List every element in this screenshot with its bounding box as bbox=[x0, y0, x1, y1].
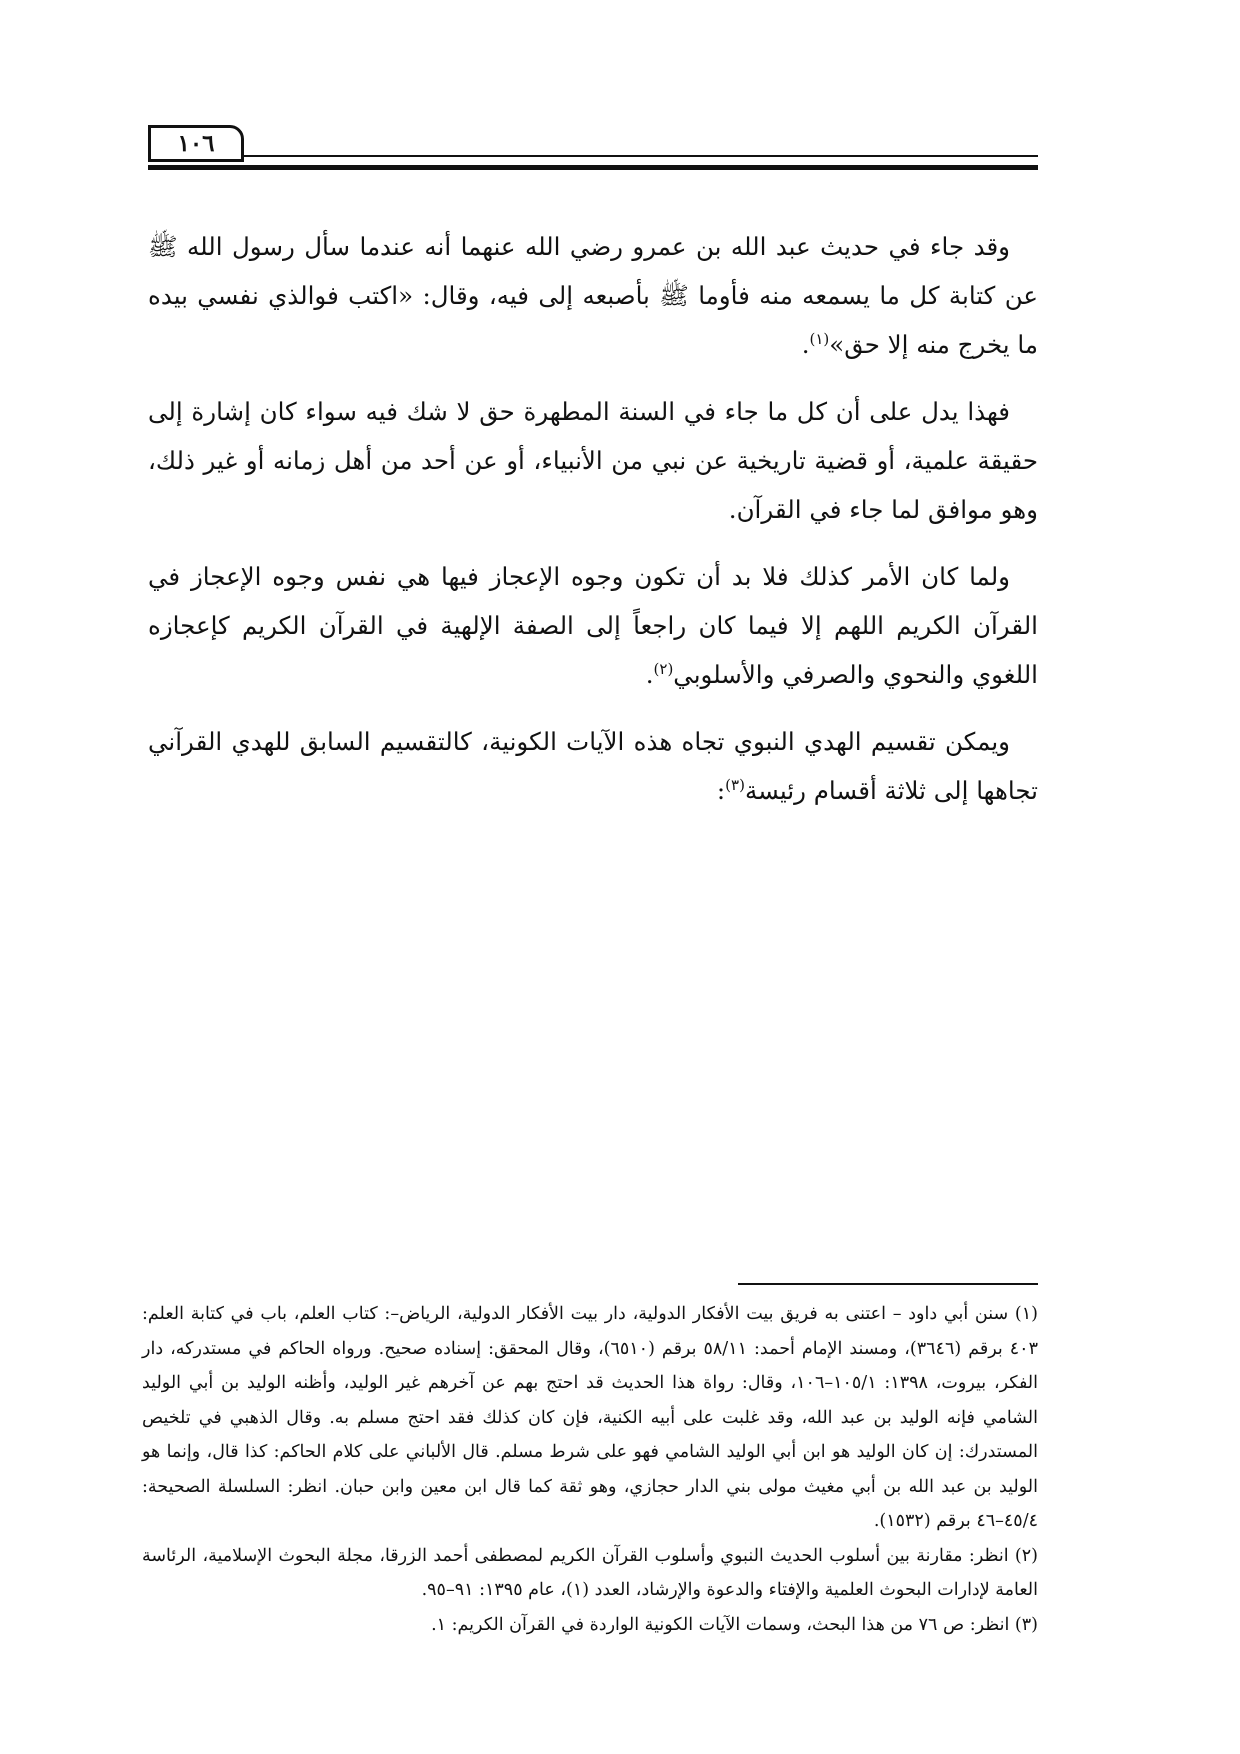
footnotes bbox=[142, 1297, 1038, 1642]
footnote-ref: (١) bbox=[809, 329, 830, 348]
paragraph-tail: : bbox=[716, 776, 726, 805]
page-header bbox=[148, 125, 1038, 175]
footnote: (٢) انظر: مقارنة بين أسلوب الحديث النبوي وأسلوب القرآن الكريم لمصطفى أحمد الزرقا، مجلة البحوث الإسلامية، الرئاسة العامة لإدارات البحوث العلمية والإفتاء والدعوة والإرشاد، العدد (١)، عام ١٣٩٥: ٩١–٩٥. bbox=[142, 1545, 1038, 1600]
paragraph bbox=[148, 387, 1038, 534]
paragraph bbox=[148, 222, 1038, 369]
paragraph-tail: . bbox=[645, 660, 654, 689]
paragraph-text: ولما كان الأمر كذلك فلا بد أن تكون وجوه الإعجاز فيها هي نفس وجوه الإعجاز في القرآن الكريم اللهم إلا فيما كان راجعاً إلى الصفة الإلهية في القرآن الكريم كإعجازه اللغوي والنحوي والصرفي والأسلوبي bbox=[148, 562, 1038, 689]
footnote: (٣) انظر: ص ٧٦ من هذا البحث، وسمات الآيات الكونية الواردة في القرآن الكريم: ١. bbox=[431, 1614, 1038, 1635]
paragraph-text: وقد جاء في حديث عبد الله بن عمرو رضي الله عنهما أنه عندما سأل رسول الله ﷺ عن كتابة كل ما يسمعه منه فأوما ﷺ بأصبعه إلى فيه، وقال: «اكتب فوالذي نفسي بيده ما يخرج منه إلا حق» bbox=[148, 232, 1038, 359]
paragraph-text: فهذا يدل على أن كل ما جاء في السنة المطهرة حق لا شك فيه سواء كان إشارة إلى حقيقة علمية، أو قضية تاريخية عن نبي من الأنبياء، أو عن أحد من أهل زمانه أو غير ذلك، وهو موافق لما جاء في القرآن. bbox=[148, 397, 1038, 524]
footnote-ref: (٢) bbox=[653, 659, 674, 678]
footnote-separator bbox=[738, 1283, 1038, 1285]
paragraph bbox=[148, 552, 1038, 699]
page-number: ١٠٦ bbox=[148, 125, 244, 162]
footnote: (١) سنن أبي داود – اعتنى به فريق بيت الأفكار الدولية، دار بيت الأفكار الدولية، الرياض–: كتاب العلم، باب في كتابة العلم: ٤٠٣ برقم (٣٦٤٦)، ومسند الإمام أحمد: ٥٨/١١ برقم (٦٥١٠)، وقال المحقق: إسناده صحيح. ورواه الحاكم في مستدركه، دار الفكر، بيروت، ١٣٩٨: ١٠٥/١–١٠٦، وقال: رواة هذا الحديث قد احتج بهم عن آخرهم غير الوليد، وأظنه الوليد بن أبي الوليد الشامي فإنه الوليد بن عبد الله، وقد غلبت على أبيه الكنية، فإن كان كذلك فقد احتج مسلم به. وقال الذهبي في تلخيص المستدرك: إن كان الوليد هو ابن أبي الوليد الشامي فهو على شرط مسلم. قال الألباني على كلام الحاكم: كذا قال، وإنما هو الوليد بن عبد الله بن أبي مغيث مولى بني الدار حجازي، وهو ثقة كما قال ابن معين وابن حبان. انظر: السلسلة الصحيحة: ٤٥/٤–٤٦ برقم (١٥٣٢). bbox=[142, 1304, 1038, 1531]
main-text bbox=[148, 222, 1038, 833]
header-rule-thin bbox=[244, 155, 1038, 157]
paragraph-tail: . bbox=[801, 330, 810, 359]
footnote-ref: (٣) bbox=[725, 775, 745, 794]
header-rule-thick bbox=[148, 165, 1038, 170]
paragraph bbox=[148, 717, 1038, 815]
paragraph-text: ويمكن تقسيم الهدي النبوي تجاه هذه الآيات الكونية، كالتقسيم السابق للهدي القرآني تجاهها إلى ثلاثة أقسام رئيسة bbox=[148, 727, 1038, 805]
